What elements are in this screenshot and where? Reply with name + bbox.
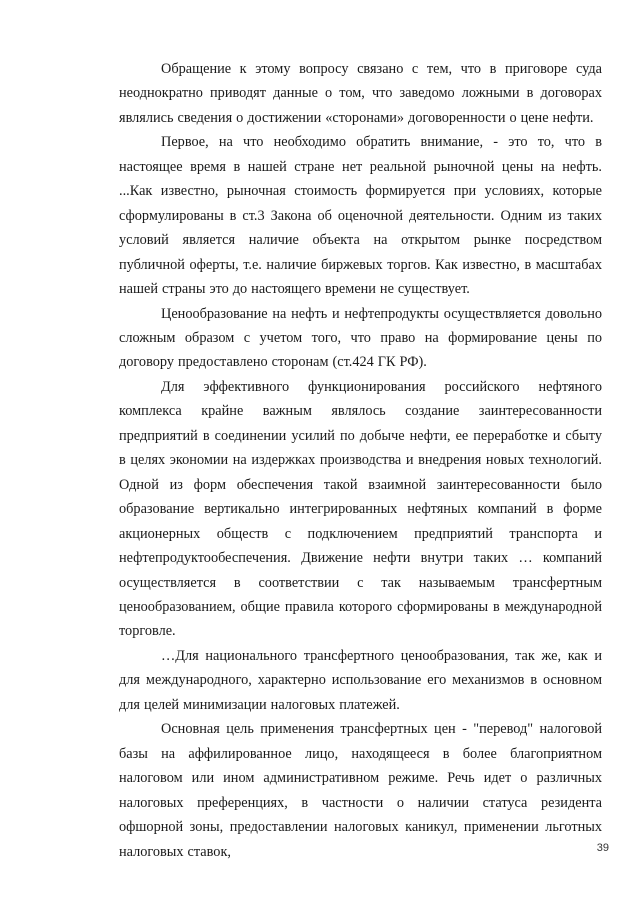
paragraph-2: Первое, на что необходимо обратить внимание, - это то, что в настоящее время в нашей стране нет реальной рыночной цены на нефть. ...Как известно, рыночная стоимость формируется при условиях, которые сформулированы в ст.3 Закона об оценочной деятельности. Одним из таких условий является наличие объекта на открытом рынке посредством публичной оферты, т.е. наличие биржевых торгов. Как известно, в масштабах нашей страны это до настоящего времени не существует.: [119, 134, 602, 298]
paragraph-3: Ценообразование на нефть и нефтепродукты осуществляется довольно сложным образом с учетом того, что право на формирование цены по договору предоставлено сторонам (ст.424 ГК РФ).: [119, 305, 602, 371]
body-text: [119, 57, 602, 864]
paragraph-5: …Для национального трансфертного ценообразования, так же, как и для международного, характерно использование его механизмов в основном для целей минимизации налоговых платежей.: [119, 647, 602, 713]
paragraph-4: Для эффективного функционирования российского нефтяного комплекса крайне важным являлось создание заинтересованности предприятий в соединении усилий по добыче нефти, ее переработке и сбыту в целях экономии на издержках производства и внедрения новых технологий. Одной из форм обеспечения такой взаимной заинтересованности было образование вертикально интегрированных нефтяных компаний в форме акционерных обществ с подключением предприятий транспорта и нефтепродуктообеспечения. Движение нефти внутри таких … компаний осуществляется в соответствии с так называемым трансфертным ценообразованием, общие правила которого сформированы в международной торговле.: [119, 378, 602, 640]
page-number: 39: [596, 842, 609, 854]
paragraph-6: Основная цель применения трансфертных цен - "перевод" налоговой базы на аффилированное лицо, находящееся в более благоприятном налоговом или ином административном режиме. Речь идет о различных налоговых преференциях, в частности о наличии статуса резидента офшорной зоны, предоставлении налоговых каникул, применении льготных налоговых ставок,: [119, 721, 602, 860]
paragraph-1: Обращение к этому вопросу связано с тем, что в приговоре суда неоднократно приводят данные о том, что заведомо ложными в договорах являлись сведения о достижении «сторонами» договоренности о цене нефти.: [119, 61, 602, 126]
